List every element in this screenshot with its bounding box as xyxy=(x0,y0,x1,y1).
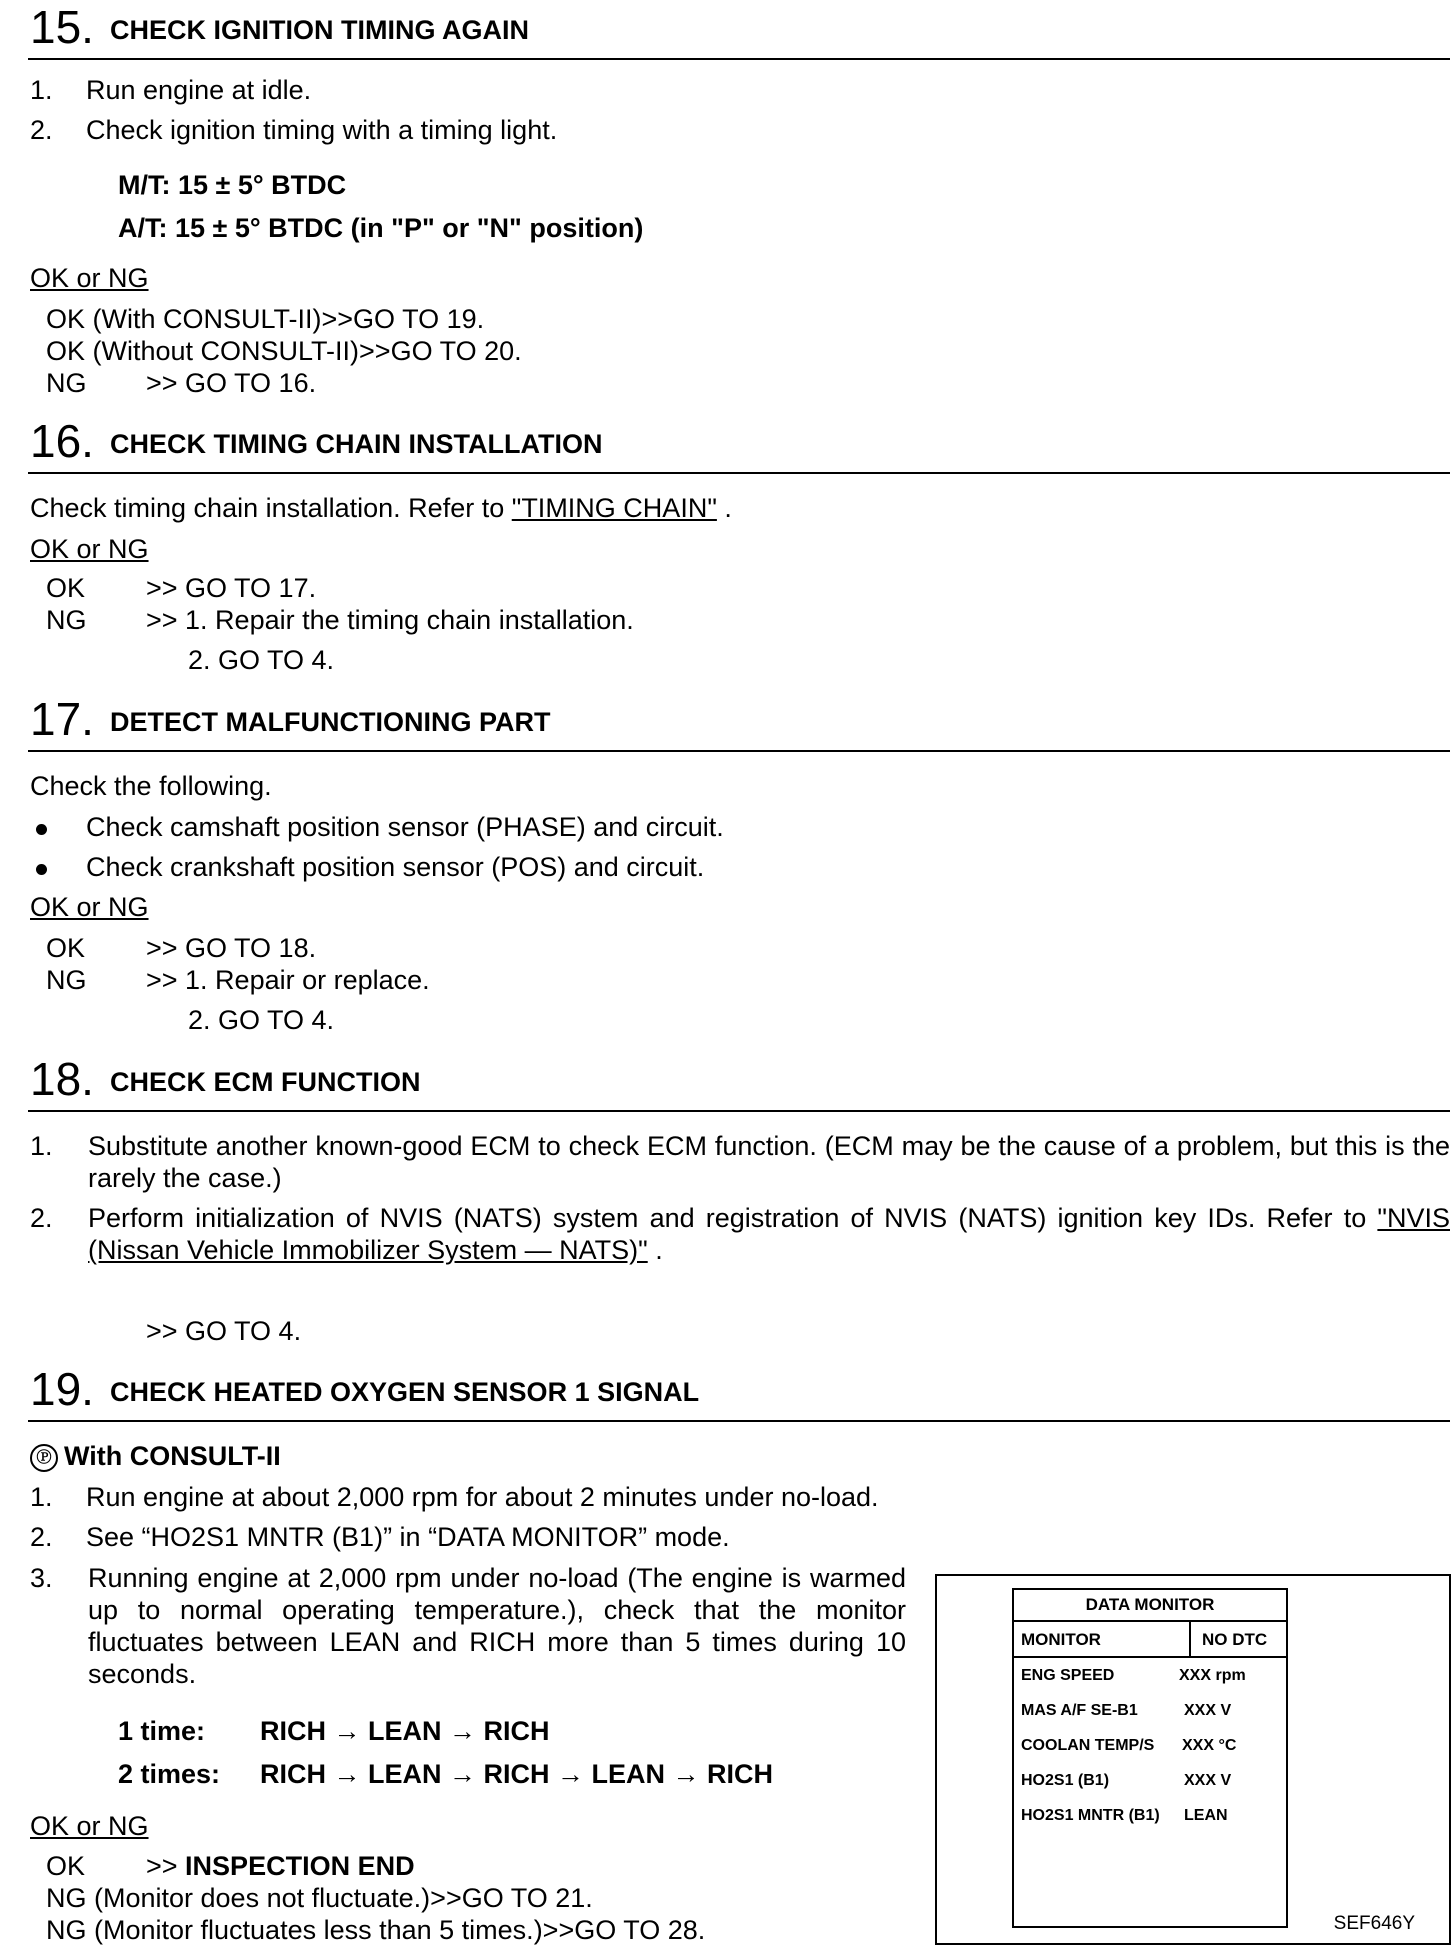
ok-or-ng-label: OK or NG xyxy=(30,892,149,922)
section-title: CHECK ECM FUNCTION xyxy=(110,1067,421,1097)
step-2: 2. Check ignition timing with a timing light. xyxy=(30,115,558,145)
section-title: CHECK TIMING CHAIN INSTALLATION xyxy=(110,429,603,459)
step-2: 2. See “HO2S1 MNTR (B1)” in “DATA MONITOR” mode. xyxy=(30,1522,730,1552)
spec-mt: M/T: 15 ± 5° BTDC xyxy=(118,170,347,200)
nvis-link[interactable]: "NVIS (Nissan Vehicle Immobilizer System — NATS)" xyxy=(88,1203,1450,1265)
monitor-title: DATA MONITOR xyxy=(1014,1590,1286,1622)
result-ok-key: OK xyxy=(46,933,86,963)
two-times-sequence: RICH → LEAN → RICH → LEAN → RICH xyxy=(260,1759,773,1789)
monitor-row: MAS A/F SE-B1 XXX V xyxy=(1021,1702,1232,1719)
step-1: 1. Run engine at about 2,000 rpm for about 2 minutes under no-load. xyxy=(30,1482,879,1512)
monitor-row: HO2S1 MNTR (B1) LEAN xyxy=(1021,1807,1228,1824)
section-18-header xyxy=(28,1052,1450,1112)
monitor-header-label: MONITOR xyxy=(1021,1630,1101,1649)
spec-at: A/T: 15 ± 5° BTDC (in "P" or "N" position) xyxy=(118,213,644,243)
section-15 xyxy=(28,0,1450,60)
ok-or-ng-label: OK or NG xyxy=(30,534,149,564)
section-title: CHECK IGNITION TIMING AGAIN xyxy=(110,15,529,45)
section-16-header xyxy=(28,414,1450,474)
step-number: 16. xyxy=(30,415,94,467)
consult-tool-icon: Ⓟ xyxy=(30,1444,58,1472)
monitor-row: ENG SPEED XXX rpm xyxy=(1021,1667,1246,1684)
step-number: 18. xyxy=(30,1053,94,1105)
result-ok-consult: OK (With CONSULT-II)>>GO TO 19. xyxy=(46,304,485,334)
section-17 xyxy=(28,692,1450,752)
step-number-2: 2. xyxy=(30,1203,53,1233)
monitor-row: HO2S1 (B1) XXX V xyxy=(1021,1772,1232,1789)
step-number-3: 3. xyxy=(30,1563,53,1593)
step-number: 19. xyxy=(30,1363,94,1415)
section-15-header xyxy=(28,0,1450,60)
data-monitor-screen xyxy=(1012,1588,1288,1928)
result-ok-value: >> INSPECTION END xyxy=(146,1851,415,1881)
result-ng-key: NG xyxy=(46,368,87,398)
header-divider xyxy=(1189,1622,1191,1656)
dtc-status: NO DTC xyxy=(1202,1630,1268,1649)
bullet-icon xyxy=(36,824,47,835)
step-number-1: 1. xyxy=(30,1131,53,1161)
data-monitor-figure xyxy=(935,1574,1451,1945)
section-18 xyxy=(28,1052,1450,1112)
result-ok-key: OK xyxy=(46,573,86,603)
result-ng-value: >> 1. Repair or replace. xyxy=(146,965,430,995)
instruction-text: Check the following. xyxy=(30,771,272,801)
bullet-item: Check camshaft position sensor (PHASE) and circuit. xyxy=(28,811,724,843)
step-1: 1. Run engine at idle. xyxy=(30,75,312,105)
with-consult-heading: Ⓟ With CONSULT-II xyxy=(30,1440,281,1472)
step-2-text: Perform initialization of NVIS (NATS) system and registration of NVIS (NATS) ignition key IDs. Refer to "NVIS (Nissan Vehicle Immobilizer System — NATS)" . xyxy=(88,1203,1450,1265)
step-3-text: Running engine at 2,000 rpm under no-load (The engine is warmed up to normal operating temperature.), check that the monitor fluctuates between LEAN and RICH more than 5 times during 10 seconds. xyxy=(88,1563,906,1689)
result-ng-key: NG xyxy=(46,965,87,995)
ok-or-ng-label: OK or NG xyxy=(30,263,149,293)
section-title: DETECT MALFUNCTIONING PART xyxy=(110,707,551,737)
result-ok-value: >> GO TO 17. xyxy=(146,573,317,603)
bullet-item: Check crankshaft position sensor (POS) and circuit. xyxy=(28,851,704,883)
section-19-header xyxy=(28,1362,1450,1422)
monitor-header xyxy=(1014,1622,1286,1658)
result-ng-value: >> 1. Repair the timing chain installation. xyxy=(146,605,634,635)
monitor-row: COOLAN TEMP/S XXX °C xyxy=(1021,1737,1237,1754)
section-19 xyxy=(28,1362,1450,1422)
result-ng-key: NG xyxy=(46,605,87,635)
one-time-label: 1 time: xyxy=(118,1716,206,1746)
result-ng-step2: 2. GO TO 4. xyxy=(188,645,335,675)
bullet-icon xyxy=(36,864,47,875)
figure-code: SEF646Y xyxy=(1333,1913,1415,1934)
result-ok-no-consult: OK (Without CONSULT-II)>>GO TO 20. xyxy=(46,336,522,366)
timing-chain-link[interactable]: "TIMING CHAIN" xyxy=(511,493,717,523)
result-ng-no-fluctuate: NG (Monitor does not fluctuate.)>>GO TO 21. xyxy=(46,1883,593,1913)
step-number: 15. xyxy=(30,1,94,53)
one-time-sequence: RICH → LEAN → RICH xyxy=(260,1716,550,1746)
section-16 xyxy=(28,414,1450,474)
result-ng-value: >> GO TO 16. xyxy=(146,368,317,398)
two-times-label: 2 times: xyxy=(118,1759,221,1789)
result-ok-value: >> GO TO 18. xyxy=(146,933,317,963)
section-17-header xyxy=(28,692,1450,752)
goto-step-4: >> GO TO 4. xyxy=(146,1316,302,1346)
step-1-text: Substitute another known-good ECM to check ECM function. (ECM may be the cause of a problem, but this is the rarely the case.) xyxy=(88,1131,1450,1193)
result-ng-step2: 2. GO TO 4. xyxy=(188,1005,335,1035)
result-ng-less-than-5: NG (Monitor fluctuates less than 5 times.)>>GO TO 28. xyxy=(46,1915,706,1945)
instruction-text: Check timing chain installation. Refer to "TIMING CHAIN" . xyxy=(30,493,732,523)
section-title: CHECK HEATED OXYGEN SENSOR 1 SIGNAL xyxy=(110,1377,700,1407)
result-ok-key: OK xyxy=(46,1851,86,1881)
ok-or-ng-label: OK or NG xyxy=(30,1811,149,1841)
step-number: 17. xyxy=(30,693,94,745)
